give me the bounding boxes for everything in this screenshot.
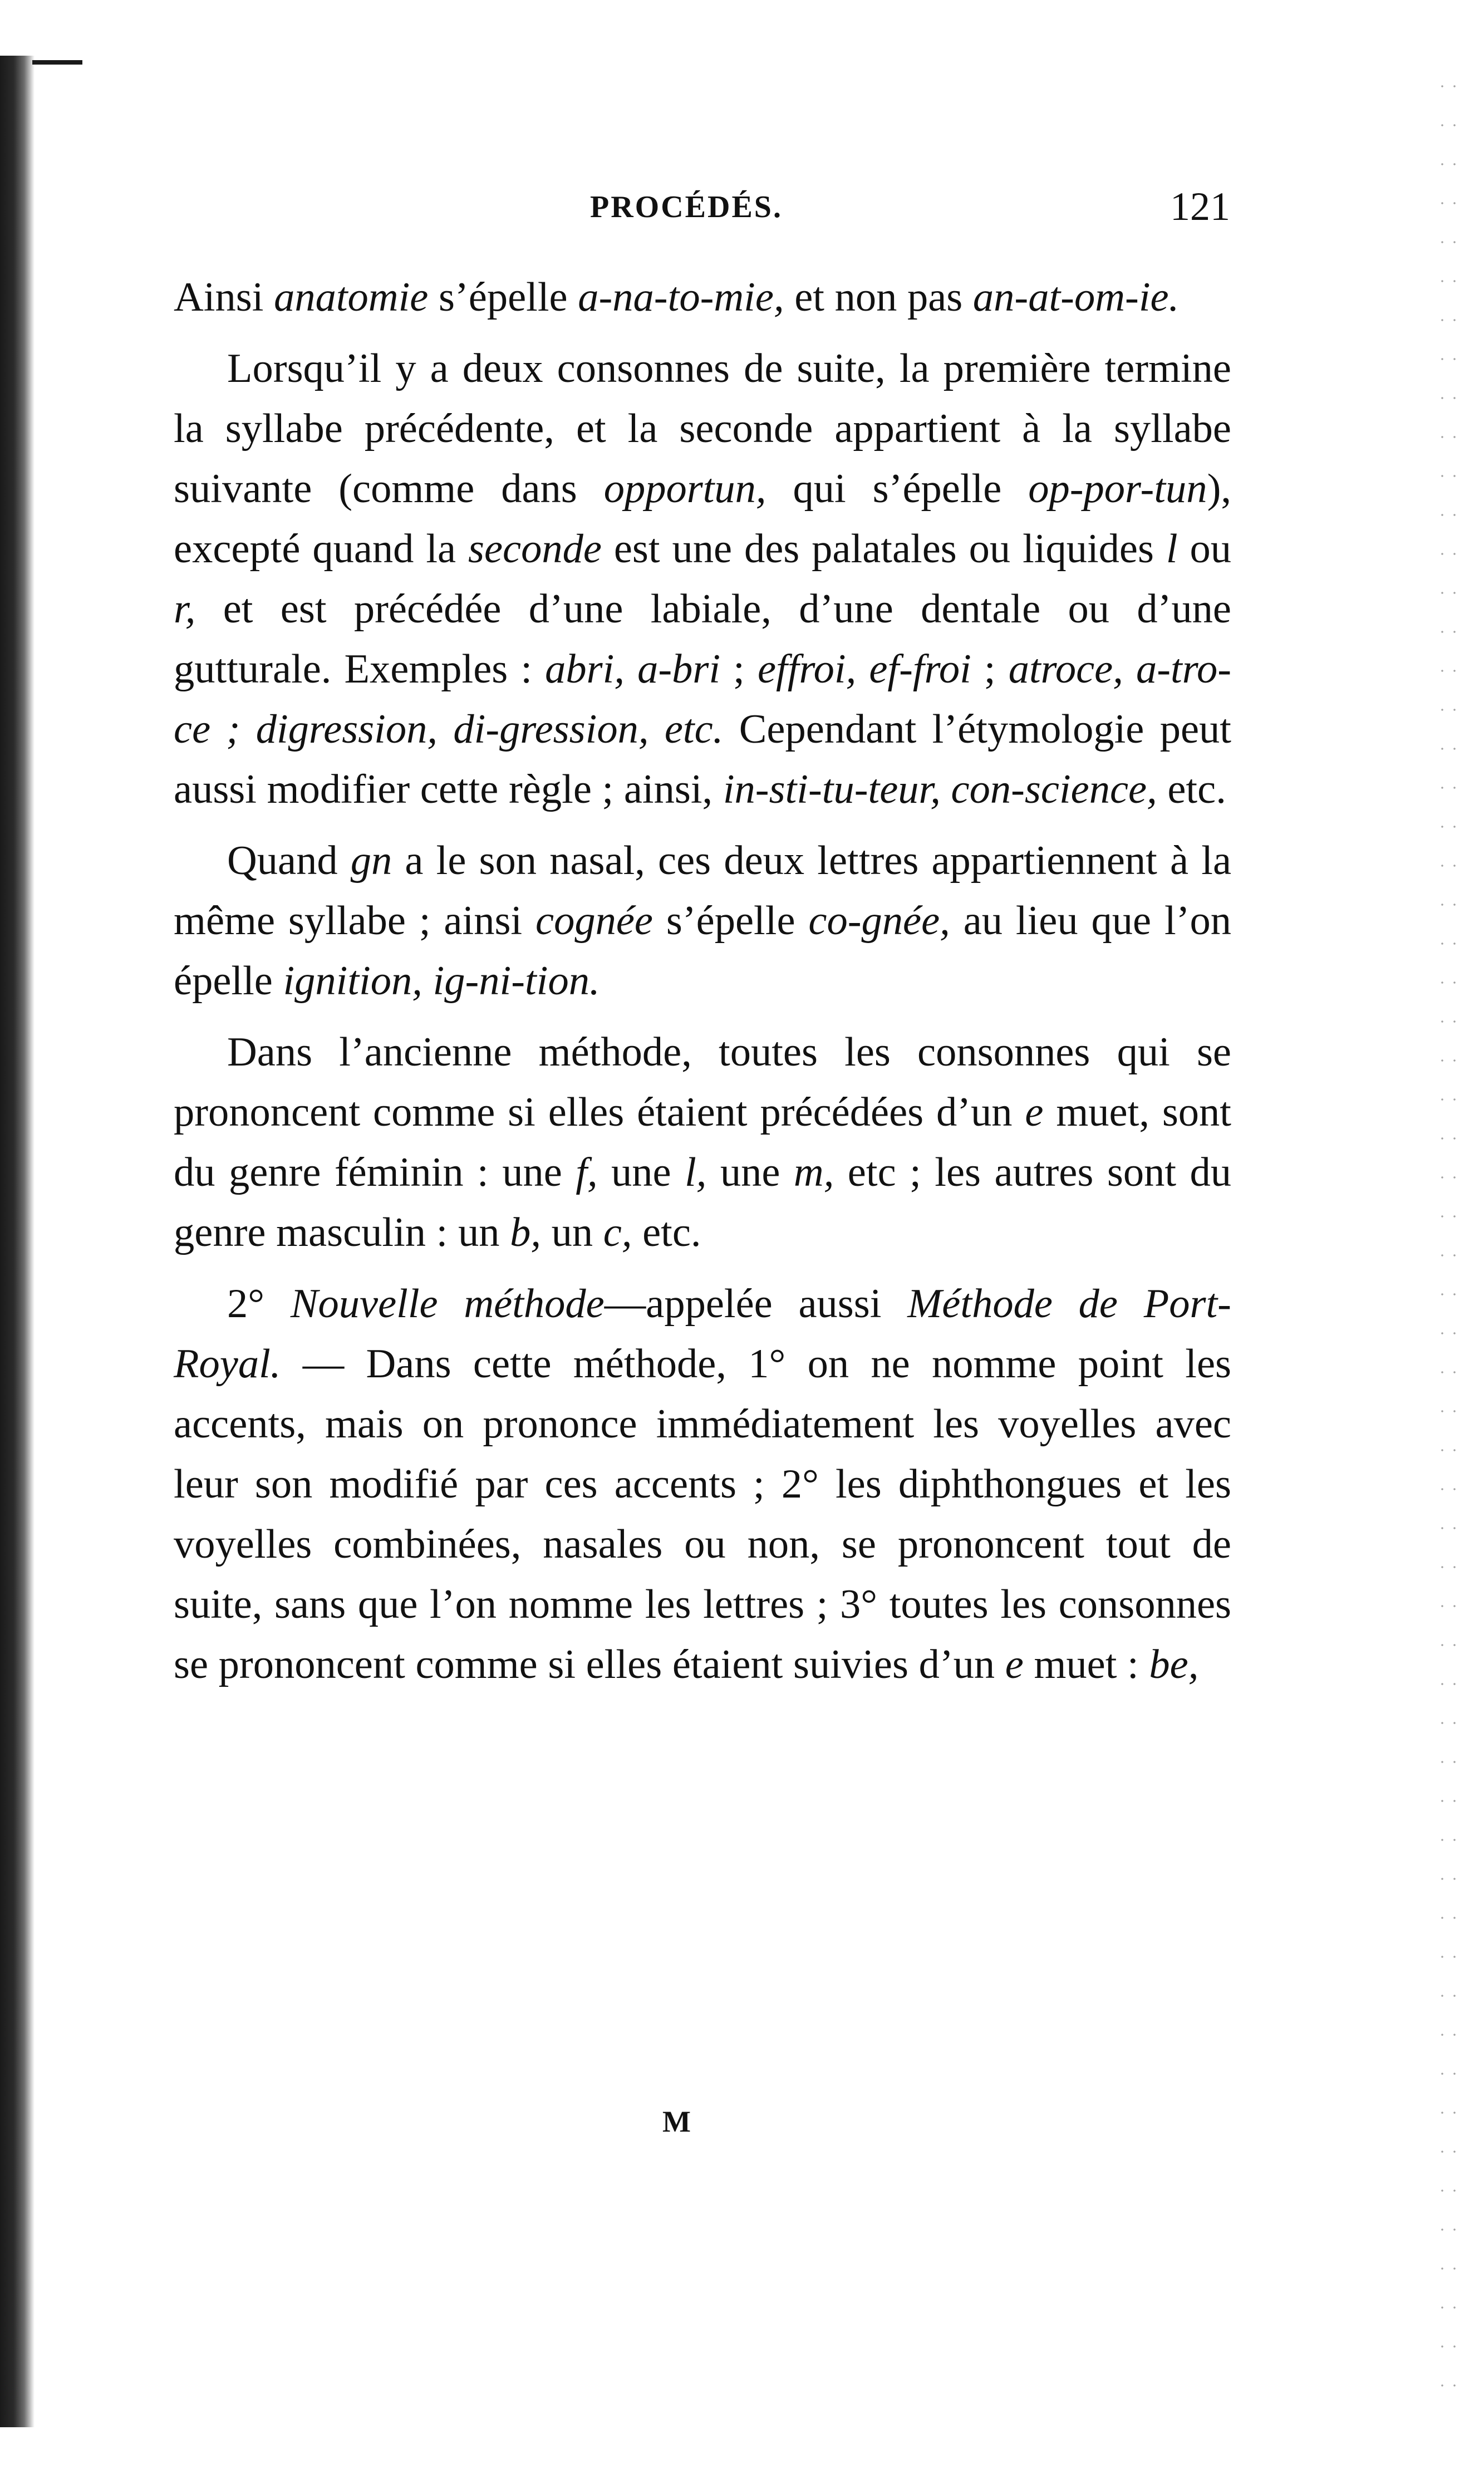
text-run: ; (971, 646, 1009, 692)
text-run: etc. (632, 1210, 701, 1255)
running-header (178, 178, 1230, 234)
italic-text-run: be, (1149, 1642, 1199, 1687)
text-run: —appelée aussi (604, 1281, 908, 1327)
text-run: Ainsi (174, 274, 274, 320)
italic-text-run: ignition, ig-ni-tion. (283, 958, 600, 1004)
text-run: au lieu que l’on épelle (174, 898, 1231, 1004)
italic-text-run: in-sti-tu-teur, con-science, (723, 767, 1157, 812)
paragraph-1 (174, 267, 1231, 327)
italic-text-run: an-at-om-ie. (972, 274, 1180, 320)
body-text (174, 267, 1231, 1706)
text-run: une (597, 1150, 685, 1195)
italic-text-run: m, (793, 1150, 834, 1195)
italic-text-run: op-por-tun (1028, 466, 1207, 512)
text-run: ou (1177, 526, 1231, 572)
italic-text-run: seconde (468, 526, 602, 572)
text-run: a le son nasal, ces deux lettres appartiennent à la même syllabe ; ainsi (174, 838, 1232, 944)
italic-text-run: e (1005, 1642, 1024, 1687)
text-run: 2° (227, 1281, 291, 1327)
italic-text-run: Nouvelle méthode (290, 1281, 605, 1327)
paragraph-5 (174, 1274, 1231, 1695)
text-run: s’épelle (652, 898, 809, 944)
text-run: — Dans cette méthode, 1° on ne nomme point les accents, mais on prononce immédiatement les voyelles avec leur son modifié par ces accents ; 2° les diphthongues et les voyelles combinées, nasales ou non, se prononcent tout de suite, sans que l’on nomme les lettres ; 3° toutes les consonnes se prononcent comme si elles étaient suivies d’un (174, 1341, 1231, 1687)
text-run: ; (720, 646, 758, 692)
italic-text-run: cognée (535, 898, 653, 944)
text-run: Quand (227, 838, 351, 883)
text-run: une (706, 1150, 794, 1195)
italic-text-run: a-na-to-mie, (578, 274, 784, 320)
italic-text-run: abri, a-bri (545, 646, 721, 692)
paragraph-4 (174, 1022, 1231, 1263)
italic-text-run: anatomie (274, 274, 429, 320)
italic-text-run: Méthode de Port-Royal. (174, 1281, 1231, 1387)
italic-text-run: effroi, ef-froi (757, 646, 971, 692)
italic-text-run: atroce, a-tro-ce ; digression, di-gression, etc. (174, 646, 1232, 752)
italic-text-run: co-gnée, (808, 898, 950, 944)
italic-text-run: opportun, (603, 466, 766, 512)
text-run: et non pas (784, 274, 973, 320)
text-run: Lorsqu’il y a deux consonnes de suite, la première termine la syllabe précédente, et la seconde appartient à la syllabe suivante (comme dans (174, 346, 1231, 512)
italic-text-run: e (1025, 1089, 1044, 1135)
signature-mark: M (662, 2105, 691, 2138)
paragraph-3 (174, 831, 1231, 1011)
text-run: etc ; les autres sont du genre masculin : un (174, 1150, 1231, 1255)
text-run: Dans l’ancienne méthode, toutes les consonnes qui se prononcent comme si elles étaient précédées d’un (174, 1029, 1231, 1135)
text-run: est une des palatales ou liquides (601, 526, 1166, 572)
text-run: et est précédée d’une labiale, d’une dentale ou d’une gutturale. Exemples : (174, 586, 1231, 692)
binding-corner-mark (32, 60, 82, 65)
italic-text-run: l, (685, 1150, 707, 1195)
text-run: qui s’épelle (766, 466, 1029, 512)
text-run: ), excepté quand la (174, 466, 1231, 572)
text-run: un (541, 1210, 603, 1255)
italic-text-run: gn (350, 838, 392, 883)
text-run: muet : (1023, 1642, 1149, 1687)
binding-edge (0, 56, 35, 2427)
italic-text-run: l (1166, 526, 1178, 572)
page-number: 121 (1170, 184, 1230, 229)
text-run: Cependant l’étymologie peut aussi modifier cette règle ; ainsi, (174, 706, 1231, 812)
italic-text-run: b, (510, 1210, 541, 1255)
text-run: muet, sont du genre féminin : une (174, 1089, 1232, 1195)
italic-text-run: c, (603, 1210, 632, 1255)
italic-text-run: f, (576, 1150, 598, 1195)
text-run: etc. (1157, 767, 1226, 812)
running-title: PROCÉDÉS. (590, 190, 783, 224)
text-run: s’épelle (428, 274, 578, 320)
italic-text-run: r, (174, 586, 196, 632)
page-edge-speckles (1436, 67, 1458, 2405)
paragraph-2 (174, 338, 1231, 819)
